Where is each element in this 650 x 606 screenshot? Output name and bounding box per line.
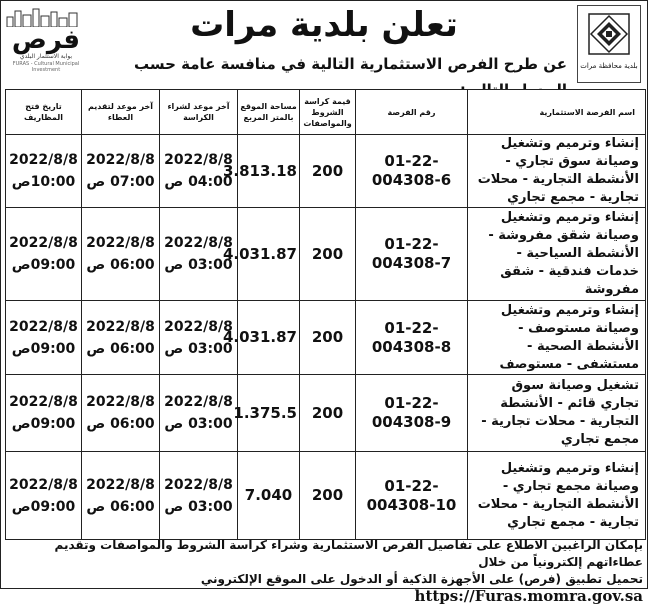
last-purchase-cell — [160, 135, 238, 208]
booklet-price: 200 — [300, 452, 356, 540]
furas-website-link[interactable]: https://Furas.momra.gov.sa — [414, 587, 643, 605]
opportunity-name: إنشاء وترميم وتشغيل وصيانة مستوصف - الأنشطة الصحية - مستشفى - مستوصف — [468, 301, 646, 375]
last-purchase-time: 03:00 ص — [164, 498, 233, 515]
page-title: تعلن بلدية مرات — [190, 5, 458, 45]
col-header-booklet-price: قيمة كراسة الشروط والمواصفات — [300, 90, 356, 135]
municipality-caption: بلدية محافظة مرات — [580, 62, 638, 70]
last-purchase-time: 03:00 ص — [164, 416, 233, 432]
site-area: 4.031.87 — [238, 208, 300, 301]
table-row — [6, 452, 646, 540]
footer-line-2-row — [5, 571, 643, 606]
last-purchase-time: 03:00 ص — [164, 340, 233, 357]
opportunity-name: إنشاء وترميم وتشغيل وصيانة سوق تجاري - الأنشطة التجارية - محلات تجارية - مجمع تجاري — [468, 135, 646, 208]
opening-date: 2022/8/8 — [9, 318, 78, 335]
last-submission-time: 06:00 ص — [86, 498, 155, 515]
last-submission-date: 2022/8/8 — [86, 235, 155, 251]
opening-time: 10:00ص — [11, 174, 76, 190]
opportunity-number: 01-22-004308-9 — [356, 375, 468, 452]
opportunity-number: 01-22-004308-8 — [356, 301, 468, 375]
last-purchase-date: 2022/8/8 — [164, 235, 233, 251]
booklet-price: 200 — [300, 135, 356, 208]
site-area: 1.375.5 — [238, 375, 300, 452]
footer-note — [5, 537, 643, 606]
site-area: 7.040 — [238, 452, 300, 540]
last-purchase-cell — [160, 208, 238, 301]
table-header-row — [6, 90, 646, 135]
brand-subtitle-en: FURAS - Cultural Municipal Investment — [12, 61, 80, 73]
table-row — [6, 135, 646, 208]
page-subtitle: عن طرح الفرص الاستثمارية التالية في منافسة عامة حسب — [133, 55, 567, 73]
col-header-area: مساحة الموقع بالمتر المربع — [238, 90, 300, 135]
last-submission-date: 2022/8/8 — [86, 394, 155, 410]
opening-date: 2022/8/8 — [9, 235, 78, 251]
last-purchase-cell — [160, 301, 238, 375]
site-area: 3.813.18 — [238, 135, 300, 208]
opportunity-name: إنشاء وترميم وتشغيل وصيانة مجمع تجاري - الأنشطة التجارية - محلات تجارية - مجمع تجاري — [468, 452, 646, 540]
last-submission-cell — [82, 452, 160, 540]
last-submission-date: 2022/8/8 — [86, 152, 155, 168]
col-header-opening: تاريخ فتح المظاريف — [6, 90, 82, 135]
header — [1, 1, 647, 89]
col-header-last-submission: آخر موعد لتقديم العطاء — [82, 90, 160, 135]
last-submission-date: 2022/8/8 — [86, 476, 155, 493]
last-submission-cell — [82, 208, 160, 301]
table-row — [6, 208, 646, 301]
brand-name: فرص — [11, 25, 81, 55]
footer-line-2: تحميل تطبيق (فرص) على الأجهزة الذكية أو الدخول على الموقع الإلكتروني — [200, 572, 643, 586]
site-area: 4.031.87 — [238, 301, 300, 375]
opening-cell — [6, 301, 82, 375]
opening-cell — [6, 452, 82, 540]
last-submission-cell — [82, 301, 160, 375]
opening-cell — [6, 135, 82, 208]
opening-date: 2022/8/8 — [9, 394, 78, 410]
opening-cell — [6, 375, 82, 452]
last-submission-time: 07:00 ص — [86, 174, 155, 190]
opportunity-number: 01-22-004308-10 — [356, 452, 468, 540]
col-header-last-purchase: آخر موعد لشراء الكراسة — [160, 90, 238, 135]
last-submission-time: 06:00 ص — [86, 257, 155, 273]
last-purchase-date: 2022/8/8 — [164, 152, 233, 168]
furas-logo — [5, 7, 87, 77]
last-submission-cell — [82, 135, 160, 208]
last-submission-cell — [82, 375, 160, 452]
opportunity-name: إنشاء وترميم وتشغيل وصيانة شقق مفروشة - الأنشطة السياحية - خدمات فندقية - شقق مفروشة — [468, 208, 646, 301]
last-purchase-date: 2022/8/8 — [164, 476, 233, 493]
last-purchase-time: 04:00 ص — [164, 174, 233, 190]
booklet-price: 200 — [300, 375, 356, 452]
brand-subtitle: بوابة الاستثمار البلدي — [19, 53, 73, 60]
booklet-price: 200 — [300, 208, 356, 301]
opportunity-name: تشغيل وصيانة سوق تجاري قائم - الأنشطة التجارية - محلات تجارية - مجمع تجاري — [468, 375, 646, 452]
municipality-logo — [577, 5, 641, 83]
last-purchase-cell — [160, 375, 238, 452]
opening-time: 09:00ص — [11, 498, 76, 515]
opening-time: 09:00ص — [11, 416, 76, 432]
last-submission-time: 06:00 ص — [86, 340, 155, 357]
booklet-price: 200 — [300, 301, 356, 375]
last-submission-date: 2022/8/8 — [86, 318, 155, 335]
last-purchase-date: 2022/8/8 — [164, 318, 233, 335]
last-purchase-time: 03:00 ص — [164, 257, 233, 273]
opportunity-number: 01-22-004308-6 — [356, 135, 468, 208]
last-purchase-cell — [160, 452, 238, 540]
col-header-number: رقم الفرصة — [356, 90, 468, 135]
opening-cell — [6, 208, 82, 301]
table-row — [6, 301, 646, 375]
opening-time: 09:00ص — [11, 257, 76, 273]
col-header-name: اسم الفرصة الاستثمارية — [468, 90, 646, 135]
municipality-seal-icon — [587, 12, 631, 56]
last-submission-time: 06:00 ص — [86, 416, 155, 432]
opportunities-table — [5, 89, 646, 540]
last-purchase-date: 2022/8/8 — [164, 394, 233, 410]
opportunity-number: 01-22-004308-7 — [356, 208, 468, 301]
footer-line-1: بإمكان الراغبين الاطلاع على تفاصيل الفرص الاستثمارية وشراء كراسة الشروط والمواصفات وتقديم عطاءاتهم إلكترونياً من خلال — [54, 538, 643, 569]
opening-date: 2022/8/8 — [9, 476, 78, 493]
opening-date: 2022/8/8 — [9, 152, 78, 168]
skyline-icon — [5, 7, 81, 27]
table-row — [6, 375, 646, 452]
opening-time: 09:00ص — [11, 340, 76, 357]
